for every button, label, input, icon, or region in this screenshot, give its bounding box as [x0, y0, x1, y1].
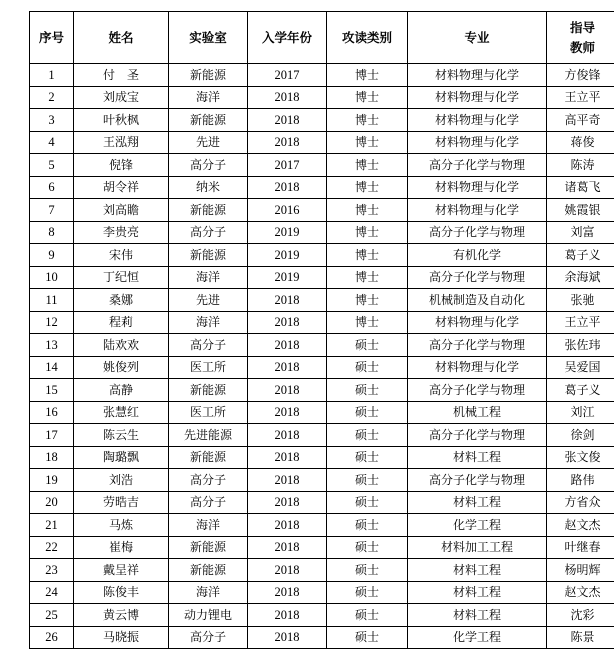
cell-advisor: 沈彩	[547, 604, 614, 627]
cell-name: 宋伟	[74, 244, 169, 267]
cell-year: 2018	[248, 424, 327, 447]
cell-advisor: 赵文杰	[547, 514, 614, 537]
cell-name: 马晓振	[74, 626, 169, 649]
cell-no: 12	[30, 311, 74, 334]
cell-major: 高分子化学与物理	[408, 266, 547, 289]
cell-lab: 新能源	[169, 379, 248, 402]
cell-advisor: 张佐玮	[547, 334, 614, 357]
cell-year: 2018	[248, 356, 327, 379]
cell-no: 20	[30, 491, 74, 514]
table-row	[30, 469, 614, 492]
cell-year: 2018	[248, 581, 327, 604]
table-row	[30, 266, 614, 289]
cell-degree: 博士	[327, 289, 408, 312]
table-row	[30, 401, 614, 424]
cell-name: 陈俊丰	[74, 581, 169, 604]
cell-year: 2017	[248, 64, 327, 87]
cell-lab: 新能源	[169, 109, 248, 132]
table-row	[30, 356, 614, 379]
cell-no: 24	[30, 581, 74, 604]
cell-lab: 海洋	[169, 86, 248, 109]
cell-major: 材料工程	[408, 581, 547, 604]
cell-no: 23	[30, 559, 74, 582]
cell-major: 高分子化学与物理	[408, 469, 547, 492]
cell-lab: 新能源	[169, 559, 248, 582]
cell-name: 姚俊列	[74, 356, 169, 379]
cell-name: 马炼	[74, 514, 169, 537]
cell-advisor: 王立平	[547, 86, 614, 109]
cell-no: 10	[30, 266, 74, 289]
cell-degree: 硕士	[327, 379, 408, 402]
table-row	[30, 86, 614, 109]
cell-lab: 动力锂电	[169, 604, 248, 627]
cell-year: 2019	[248, 244, 327, 267]
cell-year: 2018	[248, 536, 327, 559]
cell-advisor: 徐剑	[547, 424, 614, 447]
cell-major: 高分子化学与物理	[408, 221, 547, 244]
cell-name: 叶秋枫	[74, 109, 169, 132]
cell-degree: 博士	[327, 311, 408, 334]
cell-advisor: 赵文杰	[547, 581, 614, 604]
cell-major: 化学工程	[408, 514, 547, 537]
cell-degree: 硕士	[327, 334, 408, 357]
cell-name: 程莉	[74, 311, 169, 334]
cell-name: 高静	[74, 379, 169, 402]
cell-no: 16	[30, 401, 74, 424]
cell-name: 倪锋	[74, 154, 169, 177]
cell-advisor: 姚霞银	[547, 199, 614, 222]
cell-major: 材料加工工程	[408, 536, 547, 559]
cell-no: 11	[30, 289, 74, 312]
cell-degree: 硕士	[327, 424, 408, 447]
header-name: 姓名	[74, 12, 169, 64]
header-row	[30, 12, 614, 64]
cell-degree: 博士	[327, 176, 408, 199]
cell-degree: 硕士	[327, 581, 408, 604]
cell-name: 刘成宝	[74, 86, 169, 109]
cell-lab: 高分子	[169, 334, 248, 357]
cell-advisor: 叶继春	[547, 536, 614, 559]
cell-advisor: 路伟	[547, 469, 614, 492]
cell-no: 8	[30, 221, 74, 244]
cell-lab: 海洋	[169, 514, 248, 537]
cell-name: 丁纪恒	[74, 266, 169, 289]
cell-name: 刘浩	[74, 469, 169, 492]
cell-no: 19	[30, 469, 74, 492]
cell-no: 3	[30, 109, 74, 132]
cell-year: 2018	[248, 131, 327, 154]
cell-degree: 硕士	[327, 604, 408, 627]
cell-no: 4	[30, 131, 74, 154]
cell-year: 2018	[248, 401, 327, 424]
table-row	[30, 379, 614, 402]
table-row	[30, 64, 614, 87]
cell-lab: 高分子	[169, 491, 248, 514]
student-roster-table	[29, 11, 614, 649]
cell-year: 2018	[248, 514, 327, 537]
cell-year: 2018	[248, 176, 327, 199]
cell-major: 材料物理与化学	[408, 131, 547, 154]
cell-year: 2018	[248, 469, 327, 492]
cell-lab: 纳米	[169, 176, 248, 199]
cell-advisor: 葛子义	[547, 244, 614, 267]
table-row	[30, 424, 614, 447]
cell-major: 材料工程	[408, 559, 547, 582]
cell-year: 2016	[248, 199, 327, 222]
cell-degree: 博士	[327, 154, 408, 177]
cell-major: 高分子化学与物理	[408, 379, 547, 402]
header-major: 专业	[408, 12, 547, 64]
cell-major: 材料工程	[408, 446, 547, 469]
cell-name: 胡令祥	[74, 176, 169, 199]
table-row	[30, 446, 614, 469]
cell-year: 2018	[248, 311, 327, 334]
cell-degree: 博士	[327, 109, 408, 132]
table-row	[30, 626, 614, 649]
cell-advisor: 方俊锋	[547, 64, 614, 87]
cell-degree: 硕士	[327, 491, 408, 514]
cell-no: 13	[30, 334, 74, 357]
cell-degree: 博士	[327, 266, 408, 289]
table-body	[30, 64, 614, 649]
header-year: 入学年份	[248, 12, 327, 64]
cell-major: 有机化学	[408, 244, 547, 267]
cell-name: 陆欢欢	[74, 334, 169, 357]
table-row	[30, 334, 614, 357]
cell-no: 21	[30, 514, 74, 537]
cell-major: 材料工程	[408, 491, 547, 514]
table-row	[30, 289, 614, 312]
cell-name: 付 圣	[74, 64, 169, 87]
cell-name: 黄云博	[74, 604, 169, 627]
cell-no: 2	[30, 86, 74, 109]
cell-advisor: 张驰	[547, 289, 614, 312]
cell-degree: 硕士	[327, 626, 408, 649]
cell-no: 5	[30, 154, 74, 177]
header-no: 序号	[30, 12, 74, 64]
cell-major: 材料物理与化学	[408, 64, 547, 87]
cell-lab: 先进	[169, 131, 248, 154]
cell-no: 7	[30, 199, 74, 222]
cell-lab: 新能源	[169, 536, 248, 559]
cell-year: 2018	[248, 604, 327, 627]
cell-lab: 高分子	[169, 221, 248, 244]
cell-degree: 硕士	[327, 514, 408, 537]
table-row	[30, 559, 614, 582]
cell-year: 2018	[248, 109, 327, 132]
cell-advisor: 方省众	[547, 491, 614, 514]
cell-lab: 海洋	[169, 581, 248, 604]
cell-lab: 新能源	[169, 244, 248, 267]
cell-major: 机械制造及自动化	[408, 289, 547, 312]
cell-year: 2018	[248, 559, 327, 582]
cell-major: 材料物理与化学	[408, 311, 547, 334]
cell-advisor: 杨明辉	[547, 559, 614, 582]
cell-year: 2018	[248, 379, 327, 402]
cell-no: 14	[30, 356, 74, 379]
cell-name: 劳晧吉	[74, 491, 169, 514]
cell-no: 9	[30, 244, 74, 267]
table-row	[30, 536, 614, 559]
cell-lab: 新能源	[169, 446, 248, 469]
cell-advisor: 刘富	[547, 221, 614, 244]
table-row	[30, 514, 614, 537]
cell-degree: 硕士	[327, 536, 408, 559]
cell-major: 材料物理与化学	[408, 176, 547, 199]
cell-major: 化学工程	[408, 626, 547, 649]
cell-lab: 先进能源	[169, 424, 248, 447]
cell-name: 崔梅	[74, 536, 169, 559]
cell-no: 26	[30, 626, 74, 649]
table-header	[30, 12, 614, 64]
cell-no: 22	[30, 536, 74, 559]
cell-lab: 高分子	[169, 626, 248, 649]
cell-degree: 硕士	[327, 559, 408, 582]
cell-advisor: 刘江	[547, 401, 614, 424]
cell-degree: 硕士	[327, 446, 408, 469]
cell-no: 15	[30, 379, 74, 402]
cell-degree: 博士	[327, 86, 408, 109]
cell-name: 王泓翔	[74, 131, 169, 154]
cell-advisor: 蒋俊	[547, 131, 614, 154]
cell-degree: 博士	[327, 64, 408, 87]
table-row	[30, 244, 614, 267]
cell-degree: 博士	[327, 221, 408, 244]
cell-advisor: 王立平	[547, 311, 614, 334]
cell-degree: 硕士	[327, 469, 408, 492]
table-row	[30, 131, 614, 154]
cell-name: 桑娜	[74, 289, 169, 312]
cell-no: 6	[30, 176, 74, 199]
table-row	[30, 604, 614, 627]
cell-year: 2018	[248, 289, 327, 312]
cell-no: 17	[30, 424, 74, 447]
cell-lab: 高分子	[169, 154, 248, 177]
cell-lab: 海洋	[169, 311, 248, 334]
cell-advisor: 诸葛飞	[547, 176, 614, 199]
header-advisor-label: 指导教师	[569, 19, 595, 55]
cell-advisor: 余海斌	[547, 266, 614, 289]
cell-year: 2018	[248, 86, 327, 109]
cell-major: 材料物理与化学	[408, 86, 547, 109]
cell-no: 1	[30, 64, 74, 87]
cell-no: 25	[30, 604, 74, 627]
cell-major: 材料物理与化学	[408, 109, 547, 132]
cell-major: 高分子化学与物理	[408, 154, 547, 177]
cell-degree: 硕士	[327, 401, 408, 424]
table-row	[30, 199, 614, 222]
header-degree: 攻读类别	[327, 12, 408, 64]
cell-degree: 博士	[327, 131, 408, 154]
cell-no: 18	[30, 446, 74, 469]
cell-advisor: 吴爱国	[547, 356, 614, 379]
cell-degree: 博士	[327, 199, 408, 222]
table-row	[30, 491, 614, 514]
cell-major: 高分子化学与物理	[408, 334, 547, 357]
cell-major: 材料物理与化学	[408, 199, 547, 222]
table-row	[30, 311, 614, 334]
cell-name: 陈云生	[74, 424, 169, 447]
cell-advisor: 高平奇	[547, 109, 614, 132]
cell-degree: 硕士	[327, 356, 408, 379]
cell-name: 戴呈祥	[74, 559, 169, 582]
cell-major: 高分子化学与物理	[408, 424, 547, 447]
table-row	[30, 581, 614, 604]
cell-name: 刘高瞻	[74, 199, 169, 222]
cell-advisor: 陈涛	[547, 154, 614, 177]
cell-major: 材料物理与化学	[408, 356, 547, 379]
cell-lab: 海洋	[169, 266, 248, 289]
cell-lab: 新能源	[169, 64, 248, 87]
cell-lab: 医工所	[169, 356, 248, 379]
cell-lab: 新能源	[169, 199, 248, 222]
cell-year: 2017	[248, 154, 327, 177]
table-row	[30, 221, 614, 244]
cell-name: 陶璐飘	[74, 446, 169, 469]
cell-advisor: 陈景	[547, 626, 614, 649]
cell-major: 机械工程	[408, 401, 547, 424]
cell-lab: 医工所	[169, 401, 248, 424]
cell-year: 2018	[248, 334, 327, 357]
header-advisor	[547, 12, 614, 64]
table-row	[30, 154, 614, 177]
cell-year: 2019	[248, 266, 327, 289]
cell-name: 李贵亮	[74, 221, 169, 244]
cell-degree: 博士	[327, 244, 408, 267]
cell-lab: 先进	[169, 289, 248, 312]
cell-major: 材料工程	[408, 604, 547, 627]
cell-year: 2018	[248, 626, 327, 649]
table-row	[30, 176, 614, 199]
cell-year: 2019	[248, 221, 327, 244]
cell-advisor: 张文俊	[547, 446, 614, 469]
header-lab: 实验室	[169, 12, 248, 64]
cell-advisor: 葛子义	[547, 379, 614, 402]
cell-year: 2018	[248, 491, 327, 514]
cell-lab: 高分子	[169, 469, 248, 492]
cell-name: 张慧红	[74, 401, 169, 424]
cell-year: 2018	[248, 446, 327, 469]
table-row	[30, 109, 614, 132]
